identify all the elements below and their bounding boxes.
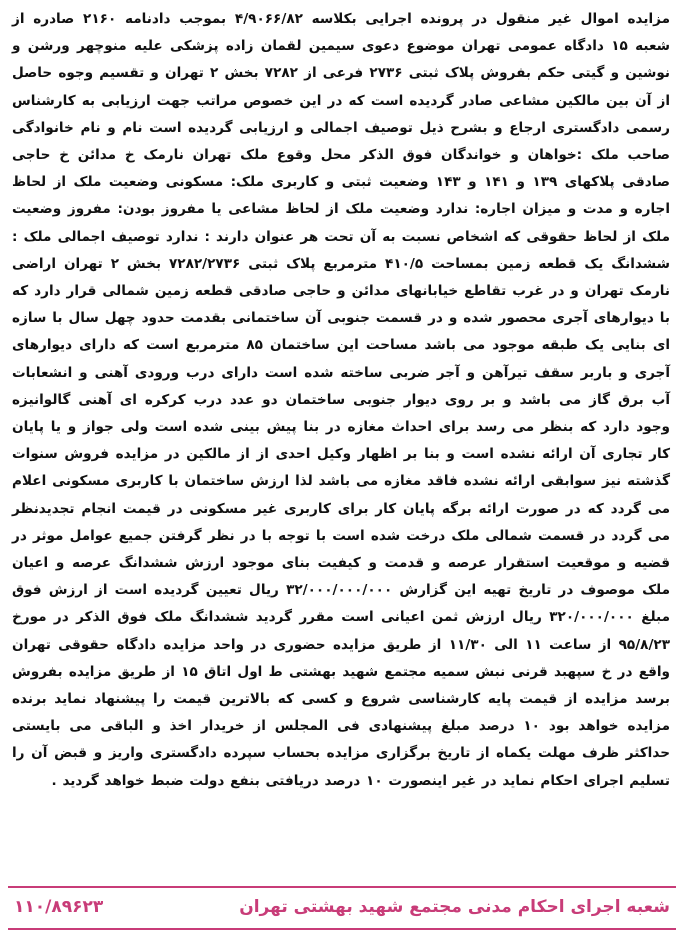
bottom-divider [8,928,676,930]
notice-footer [8,888,676,926]
issuer-name: شعبه اجرای احکام مدنی مجتمع شهید بهشتی تهران [239,897,670,917]
notice-body-text: مزایده اموال غیر منقول در پرونده اجرایی بکلاسه ۴/۹۰۶۶/۸۲ بموجب دادنامه ۲۱۶۰ صادره از شعبه ۱۵ دادگاه عمومی تهران موضوع دعوی سیمین لقمان زاده پزشکی علیه منوچهر ورشن و نوشین و گیتی حکم بفروش پلاک ثبتی ۲۷۳۶ فرعی از ۷۲۸۲ بخش ۲ تهران و تقسیم وجوه حاصل از آن بین مالکین مشاعی صادر گردیده است که در این خصوص مراتب جهت ارزیابی به کارشناس رسمی دادگستری ارجاع و بشرح ذیل توصیف اجمالی و ارزیابی گردیده است نام و نام خانوادگی صاحب ملک :خواهان و خواندگان فوق الذکر محل وقوع ملک تهران نارمک خ مدائن خ حاجی صادقی پلاکهای ۱۳۹ و ۱۴۱ و ۱۴۳ وضعیت ثبتی و کاربری ملک: مسکونی وضعیت ملک از لحاظ اجاره و مدت و میزان اجاره: ندارد وضعیت ملک از لحاظ مشاعی یا مفروز بودن: مفروز وضعیت ملک از لحاظ حقوقی که اشخاص نسبت به آن تحت هر عنوان دارند : ندارد توصیف اجمالی ملک : ششدانگ یک قطعه زمین بمساحت ۴۱۰/۵ مترمربع پلاک ثبتی ۷۲۸۲/۲۷۳۶ بخش ۲ تهران اراضی نارمک تهران و در غرب تقاطع خیابانهای مدائن و حاجی صادقی قطعه زمین شمالی قرار دارد که با دیوارهای آجری محصور شده و در قسمت جنوبی آن ساختمانی بقدمت حدود چهل سال با سازه ای بنایی یک طبقه موجود می باشد مساحت این ساختمان ۸۵ مترمربع است که دارای دیوارهای آجری و باربر سقف تیرآهن و آجر ضربی ساخته شده است دارای درب ورودی آهنی و انشعابات آب برق گاز می باشد و بر روی دیوار جنوبی ساختمان دو عدد درب کرکره ای آهنی گالوانیزه وجود دارد که بنظر می رسد برای احداث مغازه در بنا پیش بینی شده است ولی جواز و یا پایان کار تجاری آن ارائه نشده است و بنا بر اظهار وکیل احدی از از مالکین در مزایده فروش سنوات گذشته نیز سوابقی ارائه نشده فاقد مغازه می باشد لذا ارزش ساختمان با کاربری مسکونی اعلام می گردد که در صورت ارائه برگه پایان کار برای کاربری غیر مسکونی در قیمت انجام تجدیدنظر می گردد در قسمت شمالی ملک درخت شده است با توجه با در نظر گرفتن جمیع عوامل موثر در قضیه و موقعیت استقرار عرصه و قدمت و کیفیت بنای موجود ارزش ششدانگ عرصه و اعیان ملک موصوف در تاریخ تهیه این گزارش ۳۲/۰۰۰/۰۰۰/۰۰۰ ریال تعیین گردیده است از ارزش فوق مبلغ ۳۲۰/۰۰۰/۰۰۰ ریال ارزش ثمن اعیانی است مقرر گردید ششدانگ ملک فوق الذکر در مورخ ۹۵/۸/۲۳ از ساعت ۱۱ الی ۱۱/۳۰ از طریق مزایده حضوری در واحد مزایده دادگاه حقوقی تهران واقع در خ سپهبد قرنی نبش سمیه مجتمع شهید بهشتی ط اول اتاق ۱۵ از طریق مزایده بفروش برسد مزایده از قیمت پایه کارشناسی شروع و کسی که بالاترین قیمت را پیشنهاد نماید برنده مزایده خواهد بود ۱۰ درصد مبلغ پیشنهادی فی المجلس از خریدار اخذ و الباقی می بایستی حداکثر ظرف مهلت یکماه از تاریخ برگزاری مزایده بحساب سپرده دادگستری واریز و قبض آن را تسلیم اجرای احکام نماید در غیر اینصورت ۱۰ درصد دریافتی بنفع دولت ضبط خواهد گردید . [12,11,671,789]
auction-notice [8,6,676,940]
notice-code: ۱۱۰/۸۹۶۲۳ [14,897,104,917]
